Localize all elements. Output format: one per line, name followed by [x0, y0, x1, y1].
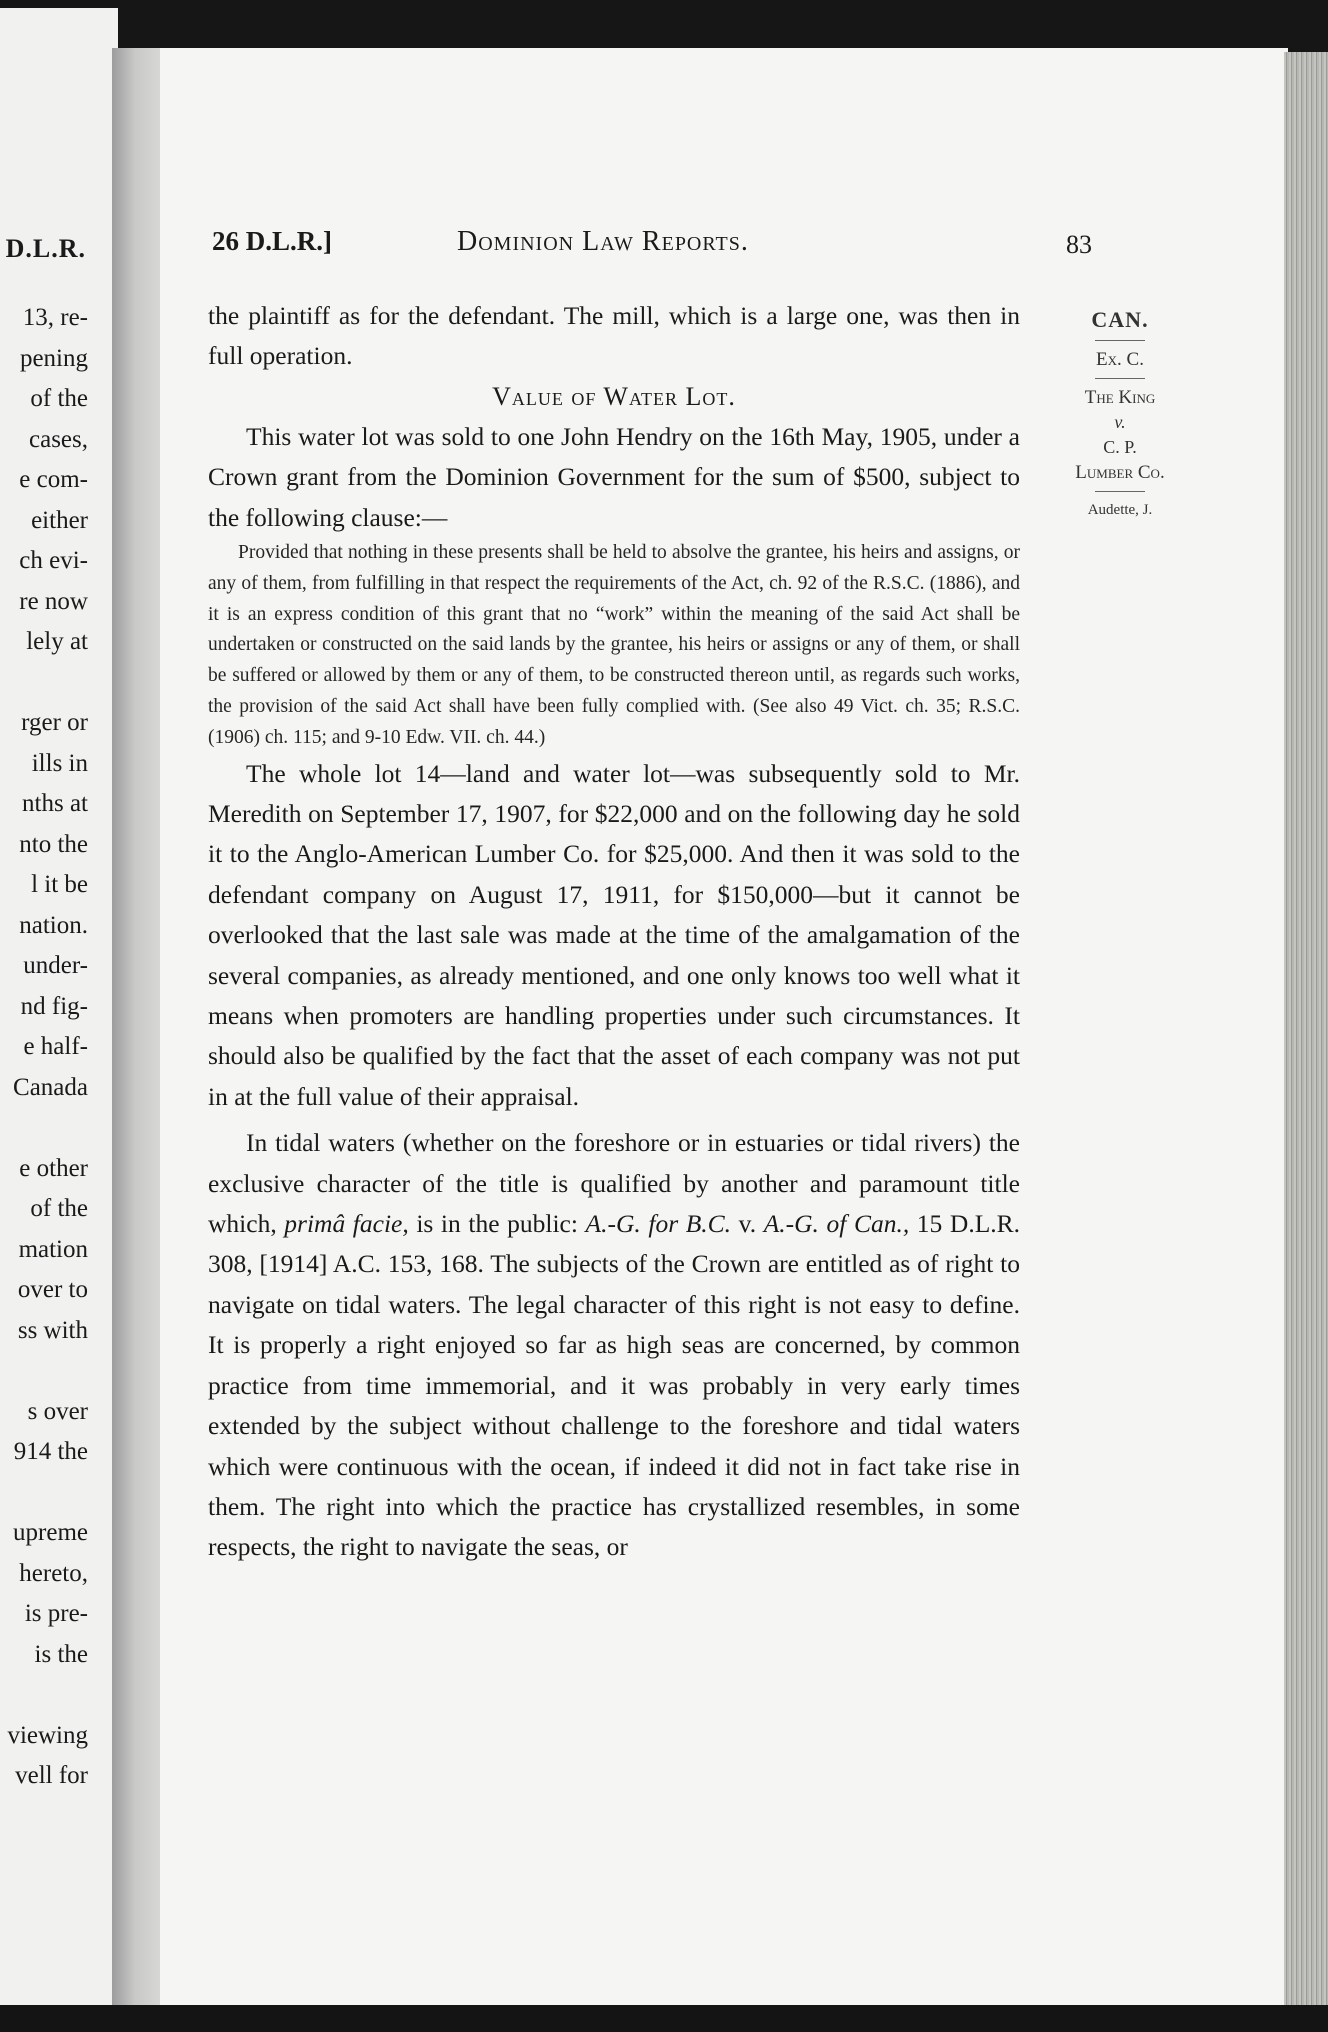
tidal-italic-prima-facie: primâ facie, — [284, 1209, 409, 1239]
previous-page-line: upreme — [13, 1519, 88, 1546]
paragraph-tidal-waters — [208, 1123, 1020, 1567]
margin-rule — [1095, 491, 1145, 492]
case-party-2b: Lumber Co. — [1075, 462, 1165, 483]
page-edges — [1284, 52, 1328, 2007]
tidal-italic-case-party-2: A.-G. of Can., — [763, 1209, 910, 1239]
section-heading: Value of Water Lot. — [492, 381, 736, 411]
paragraph-subsequent-sales: The whole lot 14—land and water lot—was subsequently sold to Mr. Meredith on September 17, 1907, for $22,000 and on the following day he sold it to the Anglo-American Lumber Co. for $25,000. And then it was sold to the defendant company on August 17, 1911, for $150,000—but it cannot be overlooked that the last sale was made at the time of the amalgamation of the several companies, as already mentioned, and one only knows too well what it means when promoters are handling properties under such circumstances. It should also be qualified by the fact that the asset of each company was not put in at the full value of their appraisal. — [208, 758, 1020, 1111]
previous-page-line: vell for — [15, 1762, 88, 1789]
previous-page-line: of the — [30, 385, 88, 412]
previous-page-line: hereto, — [19, 1559, 88, 1587]
court-abbreviation: CAN. — [1091, 307, 1149, 332]
previous-page-line — [7, 1108, 88, 1149]
previous-page-line: pening — [19, 344, 88, 372]
previous-page-line: cases, — [29, 425, 88, 453]
previous-page-line: e com- — [19, 466, 88, 493]
previous-page-line: nation. — [19, 911, 88, 939]
previous-page-line: 13, re- — [22, 304, 88, 331]
page-number: 83 — [1066, 230, 1092, 259]
previous-page-line: over to — [17, 1276, 88, 1303]
case-party-1: The King — [1084, 387, 1156, 408]
report-title: Dominion Law Reports. — [457, 226, 749, 257]
scan-background-bottom — [0, 2005, 1328, 2032]
previous-page-line: either — [31, 506, 88, 534]
scan-background-top — [0, 0, 1328, 52]
tidal-text-4: 15 D.L.R. 308, [1914] A.C. 153, 168. The subjects of the Crown are entitled as of right to navigate on tidal waters. The legal character of this right is not easy to define. It is properly a right enjoyed so far as high seas are concerned, by common practice from time immemorial, and it was probably in very early times extended by the subject without challenge to the foreshore and tidal waters which were continuous with the ocean, if indeed it did not in fact take rise in them. The right into which the practice has crystallized resembles, in some respects, the right to navigate the seas, or — [208, 1209, 1021, 1562]
paragraph-water-lot-sale: This water lot was sold to one John Hendry on the 16th May, 1905, under a Crown grant from the Dominion Government for the sum of $500, subject to the following clause:— — [208, 421, 1020, 532]
judge-name: Audette, J. — [1087, 502, 1153, 518]
previous-page-line — [7, 1675, 88, 1716]
previous-page-line: is the — [34, 1640, 88, 1668]
previous-page-line: ch evi- — [19, 547, 88, 574]
margin-case-note — [1060, 307, 1180, 523]
margin-rule — [1095, 378, 1145, 379]
previous-page-line: e half- — [23, 1033, 88, 1060]
previous-page-line — [7, 1351, 88, 1392]
previous-page-line: rger or — [21, 709, 88, 736]
previous-page-line: of the — [30, 1195, 88, 1222]
opening-paragraph: the plaintiff as for the defendant. The mill, which is a large one, was then in full operation. — [208, 301, 1020, 371]
previous-page-line: Canada — [13, 1073, 88, 1101]
volume-reference: 26 D.L.R.] — [212, 226, 332, 256]
tidal-italic-case-party-1: A.-G. for B.C. — [585, 1209, 732, 1239]
previous-page-line: mation — [18, 1235, 88, 1263]
main-text-column — [208, 296, 1020, 1568]
tidal-text-3: v. — [731, 1209, 764, 1239]
previous-page-line — [7, 1473, 88, 1514]
previous-page-line: 914 the — [13, 1438, 88, 1465]
case-versus: v. — [1114, 412, 1126, 432]
previous-page-running-head: D.L.R. — [5, 234, 86, 263]
case-party-2a: C. P. — [1103, 437, 1137, 457]
margin-rule — [1095, 340, 1145, 341]
running-head — [212, 226, 1092, 266]
previous-page-line: ills in — [31, 749, 88, 777]
previous-page-text-fragments — [7, 298, 88, 1797]
previous-page-line: lely at — [26, 628, 88, 655]
previous-page-line: under- — [23, 952, 88, 979]
previous-page-line: is pre- — [24, 1600, 88, 1627]
previous-page-line: nto the — [19, 830, 88, 858]
previous-page-line: ss with — [17, 1316, 88, 1344]
tidal-text-1: In tidal waters (whether on the foreshore or in estuaries or tidal rivers) the exclusive character of the title is qualified by another and paramount title which, — [208, 1128, 1020, 1239]
previous-page-strip — [0, 8, 118, 2018]
previous-page-line: e other — [19, 1154, 88, 1182]
court-division: Ex. C. — [1096, 349, 1144, 370]
quoted-grant-clause: Provided that nothing in these presents shall be held to absolve the grantee, his heirs and assigns, or any of them, from fulfilling in that respect the requirements of the Act, ch. 92 of the R.S.C. (1886), and it is an express condition of this grant that no “work” within the meaning of the said Act shall be undertaken or constructed on the said lands by the grantee, his heirs or assigns or any of them, or shall be suffered or allowed by them or any of them, to be constructed thereon until, as regards such works, the provision of the said Act shall have been fully complied with. (See also 49 Vict. ch. 35; R.S.C. (1906) ch. 115; and 9-10 Edw. VII. ch. 44.) — [208, 542, 1020, 748]
previous-page-line: nd fig- — [20, 992, 88, 1020]
previous-page-line: viewing — [7, 1721, 88, 1749]
previous-page-line: re now — [19, 587, 88, 615]
tidal-text-2: is in the public: — [408, 1209, 586, 1239]
previous-page-line: l it be — [31, 871, 88, 898]
previous-page-line: s over — [27, 1397, 88, 1425]
previous-page-line: nths at — [22, 790, 88, 817]
previous-page-line — [7, 663, 88, 704]
